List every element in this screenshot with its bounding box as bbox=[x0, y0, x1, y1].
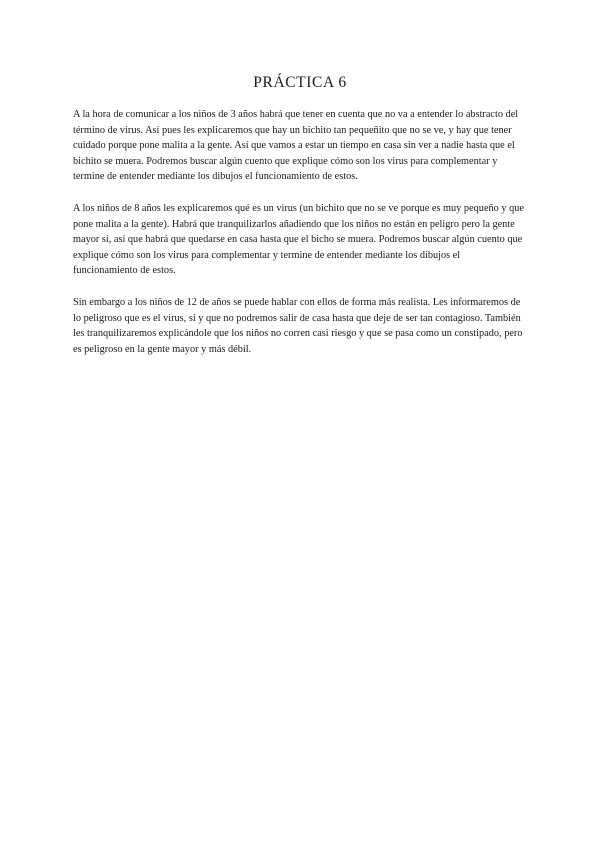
page-title: PRÁCTICA 6 bbox=[253, 74, 347, 91]
document-body bbox=[73, 107, 525, 373]
paragraph-12-year-olds: Sin embargo a los niños de 12 de años se puede hablar con ellos de forma más realista. Les informaremos de lo peligroso que es el virus, si y que no podremos salir de casa hasta que deje de ser tan contagioso. También les tranquilizaremos explicándole que los niños no corren casi riesgo y que se pasa como un constipado, pero es peligroso en la gente mayor y más débil. bbox=[73, 296, 523, 355]
paragraph-8-year-olds: A los niños de 8 años les explicaremos qué es un virus (un bichito que no se ve porque es muy pequeño y que pone malita a la gente). Habrá que tranquilizarlos añadiendo que los niños no están en peligro pero la gente mayor sí, así que habrá que quedarse en casa hasta que el bicho se muera. Podremos buscar algún cuento que explique cómo son los virus para complementar y termine de entender mediante los dibujos el funcionamiento de estos. bbox=[73, 202, 524, 277]
paragraph-3-year-olds: A la hora de comunicar a los niños de 3 años habrá que tener en cuenta que no va a entender lo abstracto del término de virus. Así pues les explicaremos que hay un bichito tan pequeñito que no se ve, y hay que tener cuidado porque pone malita a la gente. Así que vamos a estar un tiempo en casa sin ver a nadie hasta que el bichito se muera. Podremos buscar algún cuento que explique cómo son los virus para complementar y termine de entender mediante los dibujos el funcionamiento de estos. bbox=[73, 109, 519, 183]
